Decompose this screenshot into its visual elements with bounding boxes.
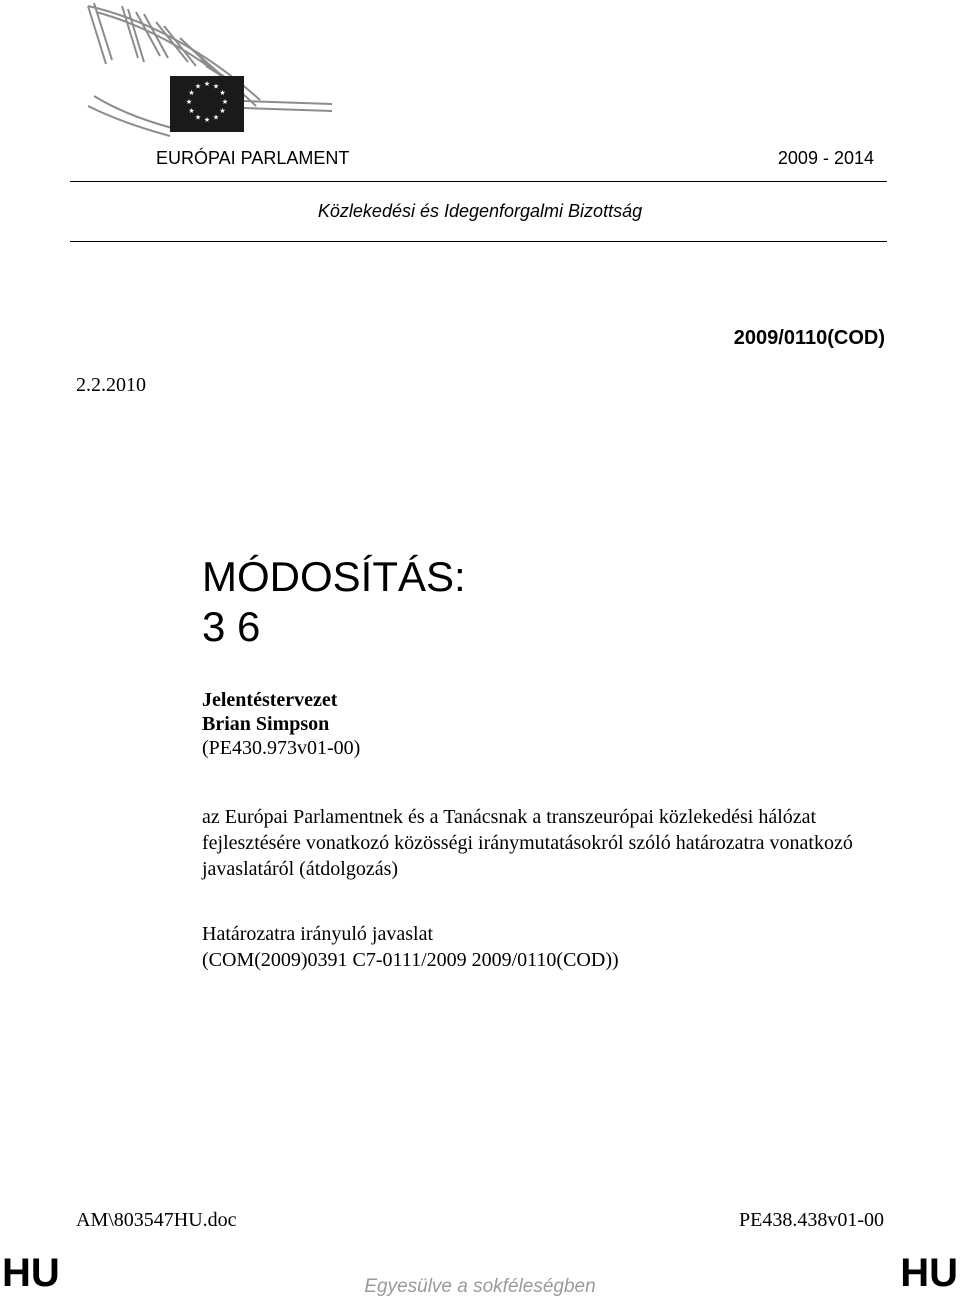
language-code-right: HU bbox=[900, 1251, 958, 1295]
language-code-left: HU bbox=[2, 1251, 60, 1295]
svg-text:★: ★ bbox=[188, 89, 195, 97]
committee-name: Közlekedési és Idegenforgalmi Bizottság bbox=[317, 201, 643, 221]
amendment-heading bbox=[202, 552, 466, 653]
header-rule-top bbox=[70, 181, 887, 182]
proposal-references: (COM(2009)0391 C7-0111/2009 2009/0110(COD)) bbox=[202, 949, 619, 971]
svg-text:★: ★ bbox=[194, 82, 202, 91]
report-reference: (PE430.973v01-00) bbox=[202, 737, 361, 759]
report-meta bbox=[202, 688, 360, 760]
header-rule-bottom bbox=[70, 241, 887, 242]
eu-flag-icon bbox=[170, 76, 244, 132]
document-date: 2.2.2010 bbox=[76, 374, 146, 396]
svg-text:★: ★ bbox=[221, 98, 229, 106]
institution-name: EURÓPAI PARLAMENT bbox=[156, 148, 350, 168]
document-filename: AM\803547HU.doc bbox=[76, 1209, 237, 1231]
rapporteur-name: Brian Simpson bbox=[202, 713, 330, 735]
svg-text:★: ★ bbox=[219, 107, 226, 115]
svg-text:★: ★ bbox=[212, 113, 220, 122]
report-type: Jelentéstervezet bbox=[202, 689, 338, 711]
proposal-block bbox=[202, 921, 619, 973]
proposal-type: Határozatra irányuló javaslat bbox=[202, 923, 433, 945]
amendment-numbers: 3 6 bbox=[202, 603, 261, 651]
svg-text:★: ★ bbox=[203, 116, 211, 124]
pe-number: PE438.438v01-00 bbox=[739, 1209, 884, 1231]
svg-text:★: ★ bbox=[203, 80, 211, 88]
svg-text:★: ★ bbox=[185, 98, 193, 106]
procedure-reference: 2009/0110(COD) bbox=[733, 327, 885, 349]
svg-text:★: ★ bbox=[219, 89, 226, 97]
eu-motto: Egyesülve a sokféleségben bbox=[364, 1276, 596, 1297]
proposal-description: az Európai Parlamentnek és a Tanácsnak a transzeurópai közlekedési hálózat fejlesztésére vonatkozó közösségi iránymutatásokról szóló határozatra vonatkozó javaslatáról (átdolgozás) bbox=[202, 806, 853, 880]
european-parliament-logo bbox=[60, 0, 350, 140]
amendment-title: MÓDOSÍTÁS: bbox=[202, 553, 466, 600]
parliamentary-term: 2009 - 2014 bbox=[777, 148, 874, 168]
svg-text:★: ★ bbox=[188, 107, 195, 115]
svg-text:★: ★ bbox=[212, 82, 220, 91]
svg-text:★: ★ bbox=[194, 113, 202, 122]
